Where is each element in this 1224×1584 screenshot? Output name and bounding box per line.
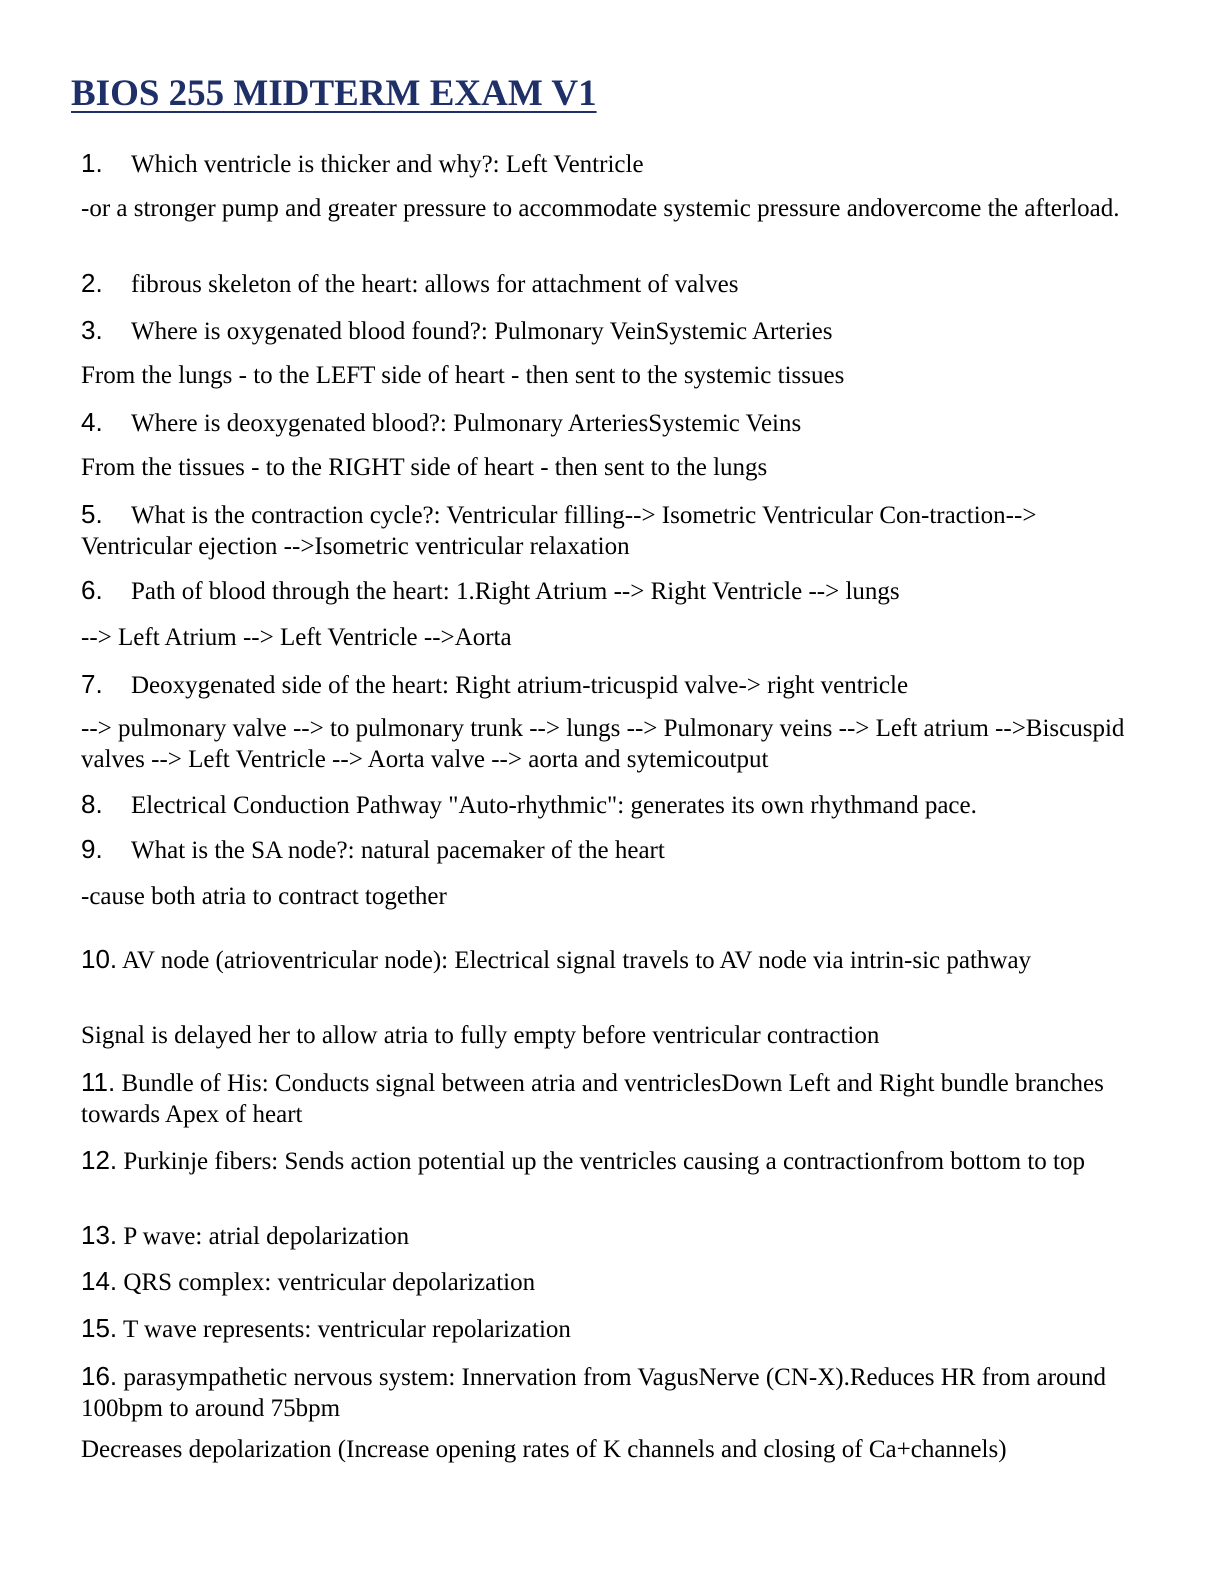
item-number: 3. [81,315,103,345]
answer-9-detail [81,881,1141,912]
item-number: 16. [81,1361,118,1391]
item-text: Where is oxygenated blood found?: Pulmonary VeinSystemic Arteries [131,318,833,345]
item-text: Bundle of His: Conducts signal between atria and ventriclesDown Left and Right bundle branches towards Apex of heart [81,1070,1104,1128]
item-number: 5. [81,499,103,529]
item-text: Decreases depolarization (Increase opening rates of K channels and closing of Ca+channels) [81,1436,1007,1463]
item-text: Which ventricle is thicker and why?: Left Ventricle [131,151,644,178]
item-text: Where is deoxygenated blood?: Pulmonary ArteriesSystemic Veins [131,410,802,437]
item-text: -cause both atria to contract together [81,883,447,910]
question-14 [81,1266,1141,1298]
question-12 [81,1145,1136,1177]
item-number: 10. [81,944,118,974]
page-title: BIOS 255 MIDTERM EXAM V1 [71,73,597,114]
item-text: T wave represents: ventricular repolarization [122,1316,571,1343]
question-8 [81,789,1141,821]
item-number: 1. [81,148,103,178]
answer-10-detail [81,1020,1141,1051]
item-number: 7. [81,669,103,699]
item-number: 15. [81,1313,118,1343]
answer-7-detail [81,713,1136,775]
item-text: fibrous skeleton of the heart: allows for attachment of valves [131,271,739,298]
question-9 [81,834,1141,866]
answer-1-detail [81,193,1136,224]
question-13 [81,1220,1141,1252]
item-text: Purkinje fibers: Sends action potential up the ventricles causing a contractionfrom bottom to top [123,1148,1085,1175]
answer-6-detail [81,622,1141,653]
question-1 [81,148,1141,180]
item-number: 14. [81,1266,118,1296]
item-number: 13. [81,1220,118,1250]
item-number: 6. [81,575,103,605]
item-text: From the lungs - to the LEFT side of heart - then sent to the systemic tissues [81,362,845,389]
item-text: --> Left Atrium --> Left Ventricle -->Aorta [81,624,512,651]
question-7 [81,669,1141,701]
question-3 [81,315,1141,347]
item-text: --> pulmonary valve --> to pulmonary trunk --> lungs --> Pulmonary veins --> Left atrium -->Biscuspid valves --> Left Ventricle --> Aorta valve --> aorta and sytemicoutput [81,715,1125,773]
item-text: Signal is delayed her to allow atria to fully empty before ventricular contraction [81,1022,880,1049]
answer-16-detail [81,1434,1141,1465]
question-15 [81,1313,1141,1345]
question-2 [81,268,1141,300]
item-text: Electrical Conduction Pathway "Auto-rhythmic": generates its own rhythmand pace. [131,792,977,819]
question-4 [81,407,1141,439]
answer-3-detail [81,360,1141,391]
item-text: -or a stronger pump and greater pressure to accommodate systemic pressure andovercome the afterload. [81,195,1120,222]
item-number: 2. [81,268,103,298]
item-text: What is the contraction cycle?: Ventricular filling--> Isometric Ventricular Con-traction--> Ventricular ejection -->Isometric ventricular relaxation [81,502,1037,560]
item-text: Deoxygenated side of the heart: Right atrium-tricuspid valve-> right ventricle [131,672,909,699]
item-number: 8. [81,789,103,819]
item-text: QRS complex: ventricular depolarization [123,1269,536,1296]
question-16 [81,1361,1136,1424]
item-number: 9. [81,834,103,864]
item-text: Path of blood through the heart: 1.Right Atrium --> Right Ventricle --> lungs [131,578,900,605]
item-text: AV node (atrioventricular node): Electrical signal travels to AV node via intrin-sic pathway [122,947,1032,974]
question-6 [81,575,1141,607]
item-number: 11. [81,1067,116,1097]
question-11 [81,1067,1136,1130]
item-number: 12. [81,1145,118,1175]
item-text: parasympathetic nervous system: Innervation from VagusNerve (CN-X).Reduces HR from around 100bpm to around 75bpm [81,1364,1107,1422]
question-10 [81,944,1136,976]
item-text: From the tissues - to the RIGHT side of heart - then sent to the lungs [81,454,768,481]
answer-4-detail [81,452,1141,483]
item-number: 4. [81,407,103,437]
item-text: P wave: atrial depolarization [123,1223,410,1250]
item-text: What is the SA node?: natural pacemaker of the heart [131,837,665,864]
question-5 [81,499,1136,562]
